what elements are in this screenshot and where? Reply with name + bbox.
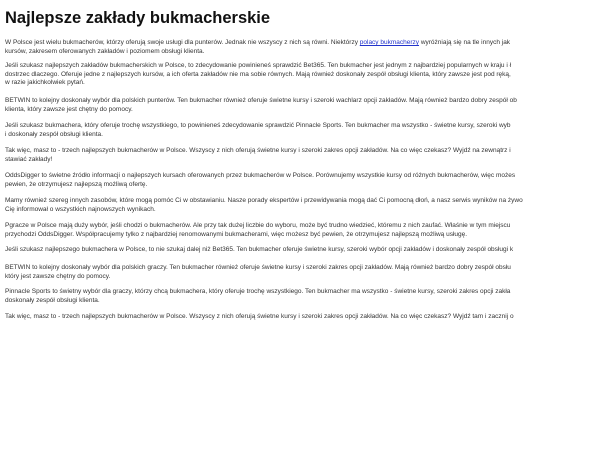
paragraph-line: pewien, że otrzymujesz najlepszą możliwą ofertę. [5, 180, 148, 188]
page-title: Najlepsze zakłady bukmacherskie [5, 9, 271, 27]
paragraph-line: Pgracze w Polsce mają duży wybór, jeśli chodzi o bukmacherów. Ale przy tak dużej liczbie do wyboru, może być trudno wiedzieć, któremu z nich zaufać. Właśnie w tym miejscu [5, 222, 511, 229]
paragraph-intro [5, 39, 600, 56]
paragraph-line: który jest zawsze chętny do pomocy. [5, 272, 111, 280]
paragraph-line: BETWIN to kolejny doskonały wybór dla polskich punterów. Ten bukmacher również oferuje świetne kursy i szeroki wachlarz opcji zakładów. Mają również bardzo dobry zespół ob [5, 97, 517, 104]
paragraph-best-bet365 [5, 246, 600, 255]
paragraph-line [5, 39, 600, 48]
paragraph-line: BETWIN to kolejny doskonały wybór dla polskich graczy. Ten bukmacher również oferuje świetne kursy i szeroki zakres opcji zakładów. Mają również bardzo dobry zespół obsłu [5, 264, 511, 271]
paragraph-line: kursów, zakresem oferowanych zakładów i poziomem obsługi klienta. [5, 47, 205, 55]
paragraph-summary [5, 147, 600, 164]
paragraph-line: w razie jakichkolwiek pytań. [5, 79, 85, 86]
paragraph-line: Tak więc, masz to - trzech najlepszych bukmacherów w Polsce. Wszyscy z nich oferują świetne kursy i szeroki zakres opcji zakładów. Na co więc czekasz? Wyjdź na zewnątrz i [5, 147, 511, 154]
paragraph-closing [5, 313, 600, 322]
paragraph-line: Jeśli szukasz bukmachera, który oferuje trochę wszystkiego, to powinieneś zdecydowanie sprawdzić Pinnacle Sports. Ten bukmacher ma wszystko - świetne kursy, szeroki wyb [5, 122, 511, 129]
paragraph-line: stawiać zakłady! [5, 155, 53, 163]
paragraph-line: Jeśli szukasz najlepszego bukmachera w Polsce, to nie szukaj dalej niż Bet365. Ten bukmacher oferuje świetne kursy, szeroki wybór opcji zakładów i doskonały zespół obsługi k [5, 246, 514, 253]
paragraph-resources [5, 197, 600, 214]
paragraph-text: wyróżniają się na tle innych jak [419, 39, 511, 46]
paragraph-line: Cię informował o wszystkich najnowszych wynikach. [5, 205, 156, 213]
paragraph-oddsdigger [5, 172, 600, 189]
paragraph-line: Mamy również szereg innych zasobów, które mogą pomóc Ci w obstawianiu. Nasze porady ekspertów i przewidywania mogą dać Ci pomocną dłoń, a nasz serwis wyników na żywo [5, 197, 523, 204]
paragraph-pinnacle [5, 122, 600, 139]
paragraph-line: OddsDigger to świetne źródło informacji o najlepszych kursach oferowanych przez bukmacherów w Polsce. Porównujemy wszystkie kursy od różnych bukmacherów, więc możes [5, 172, 516, 179]
paragraph-line: dostrzec dlaczego. Oferuje jedne z najlepszych kursów, a ich oferta zakładów nie ma sobie równych. Mają również doskonały zespół obsługi klienta, który zawsze jest pod ręką, [5, 70, 511, 78]
paragraph-betwin [5, 97, 600, 114]
paragraph-betwin-players [5, 264, 600, 281]
paragraph-line: doskonały zespół obsługi klienta. [5, 296, 100, 304]
paragraph-line: i doskonały zespół obsługi klienta. [5, 130, 103, 138]
bookmakers-link[interactable]: polacy bukmacherzy [359, 39, 420, 46]
paragraph-bet365 [5, 62, 600, 88]
paragraph-text: W Polsce jest wielu bukmacherów, którzy oferują swoje usługi dla punterów. Jednak nie wszyscy z nich są równi. Niektórzy [5, 39, 360, 46]
paragraph-line: Pinnacle Sports to świetny wybór dla graczy, którzy chcą bukmachera, który oferuje trochę wszystkiego. Ten bukmacher ma wszystko - świetne kursy, szeroki zakres opcji zakła [5, 288, 511, 295]
paragraph-line: klienta, który zawsze jest chętny do pomocy. [5, 105, 133, 113]
paragraph-pinnacle-players [5, 288, 600, 305]
paragraph-line: Jeśli szukasz najlepszych zakładów bukmacherskich w Polsce, to zdecydowanie powinieneś sprawdzić Bet365. Ten bukmacher jest jednym z najbardziej popularnych w kraju i ł [5, 62, 512, 69]
paragraph-line: Tak więc, masz to - trzech najlepszych bukmacherów w Polsce. Wszyscy z nich oferują świetne kursy i szeroki zakres opcji zakładów. Na co więc czekasz? Wyjdź tam i zacznij o [5, 313, 514, 320]
paragraph-players [5, 222, 600, 239]
paragraph-line: przychodzi OddsDigger. Współpracujemy tylko z najbardziej renomowanymi bukmacherami, więc możesz być pewien, że otrzymujesz najlepszą możliwą usługę. [5, 230, 468, 238]
